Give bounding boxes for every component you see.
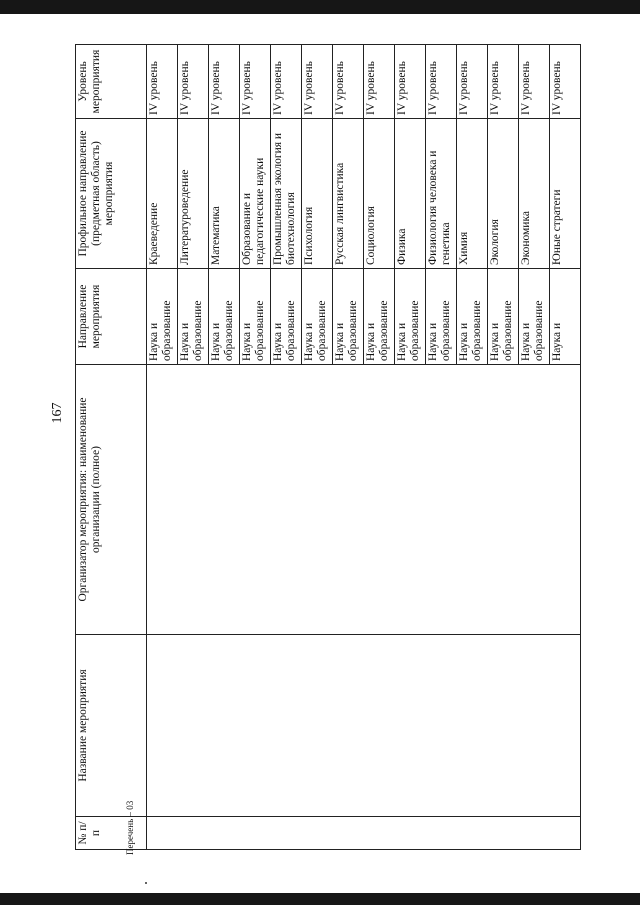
cell-direction: Наука и образование <box>302 269 333 365</box>
cell-direction: Наука и образование <box>333 269 364 365</box>
cell-level: IV уровень <box>147 45 178 119</box>
table-row <box>147 45 178 850</box>
cell-direction: Наука и образование <box>271 269 302 365</box>
cell-direction: Наука и образование <box>519 269 550 365</box>
cell-level: IV уровень <box>488 45 519 119</box>
cell-subject: Литературоведение <box>178 119 209 269</box>
cell-subject: Экономика <box>519 119 550 269</box>
cell-subject: Физиология человека и генетика <box>426 119 457 269</box>
header-direction: Направление мероприятия <box>76 269 147 365</box>
footer-note: Перечень – 03 <box>125 800 135 855</box>
scan-border-bottom <box>0 893 640 905</box>
cell-direction: Наука и образование <box>147 269 178 365</box>
scan-speck <box>145 882 147 884</box>
cell-level: IV уровень <box>364 45 395 119</box>
header-number: № п/п <box>76 817 147 850</box>
cell-level: IV уровень <box>178 45 209 119</box>
cell-direction: Наука и образование <box>209 269 240 365</box>
cell-direction: Наука и образование <box>178 269 209 365</box>
cell-direction: Наука и образование <box>395 269 426 365</box>
page-number: 167 <box>50 402 65 424</box>
header-organizer: Организатор мероприятия: наименование организации (полное) <box>76 365 147 635</box>
scan-border-top <box>0 0 640 14</box>
cell-subject: Краеведение <box>147 119 178 269</box>
cell-direction: Наука и образование <box>488 269 519 365</box>
cell-number <box>147 817 581 850</box>
cell-subject: Экология <box>488 119 519 269</box>
cell-level: IV уровень <box>209 45 240 119</box>
cell-level: IV уровень <box>240 45 271 119</box>
rotated-page-content <box>50 44 581 855</box>
cell-direction: Наука и образование <box>364 269 395 365</box>
cell-direction: Наука и образование <box>457 269 488 365</box>
cell-subject: Русская лингвистика <box>333 119 364 269</box>
cell-organizer <box>147 365 581 635</box>
header-subject: Профильное направление (предметная область) мероприятия <box>76 119 147 269</box>
cell-direction: Наука и образование <box>426 269 457 365</box>
table-header-row <box>76 45 147 850</box>
cell-level: IV уровень <box>271 45 302 119</box>
cell-direction: Наука и образование <box>240 269 271 365</box>
header-level: Уровень мероприятия <box>76 45 147 119</box>
cell-subject: Образование и педагогические науки <box>240 119 271 269</box>
cell-subject: Психология <box>302 119 333 269</box>
cell-event-name <box>147 635 581 817</box>
cell-level: IV уровень <box>333 45 364 119</box>
cell-direction: Наука и <box>550 269 581 365</box>
cell-subject: Промышленная экология и биотехнология <box>271 119 302 269</box>
cell-subject: Физика <box>395 119 426 269</box>
header-event-name: Название мероприятия <box>76 635 147 817</box>
cell-level: IV уровень <box>395 45 426 119</box>
cell-level: IV уровень <box>457 45 488 119</box>
cell-level: IV уровень <box>550 45 581 119</box>
cell-subject: Математика <box>209 119 240 269</box>
cell-level: IV уровень <box>519 45 550 119</box>
cell-subject: Социология <box>364 119 395 269</box>
cell-subject: Химия <box>457 119 488 269</box>
cell-level: IV уровень <box>426 45 457 119</box>
events-table <box>75 44 581 850</box>
cell-level: IV уровень <box>302 45 333 119</box>
cell-subject: Юные стратеги <box>550 119 581 269</box>
